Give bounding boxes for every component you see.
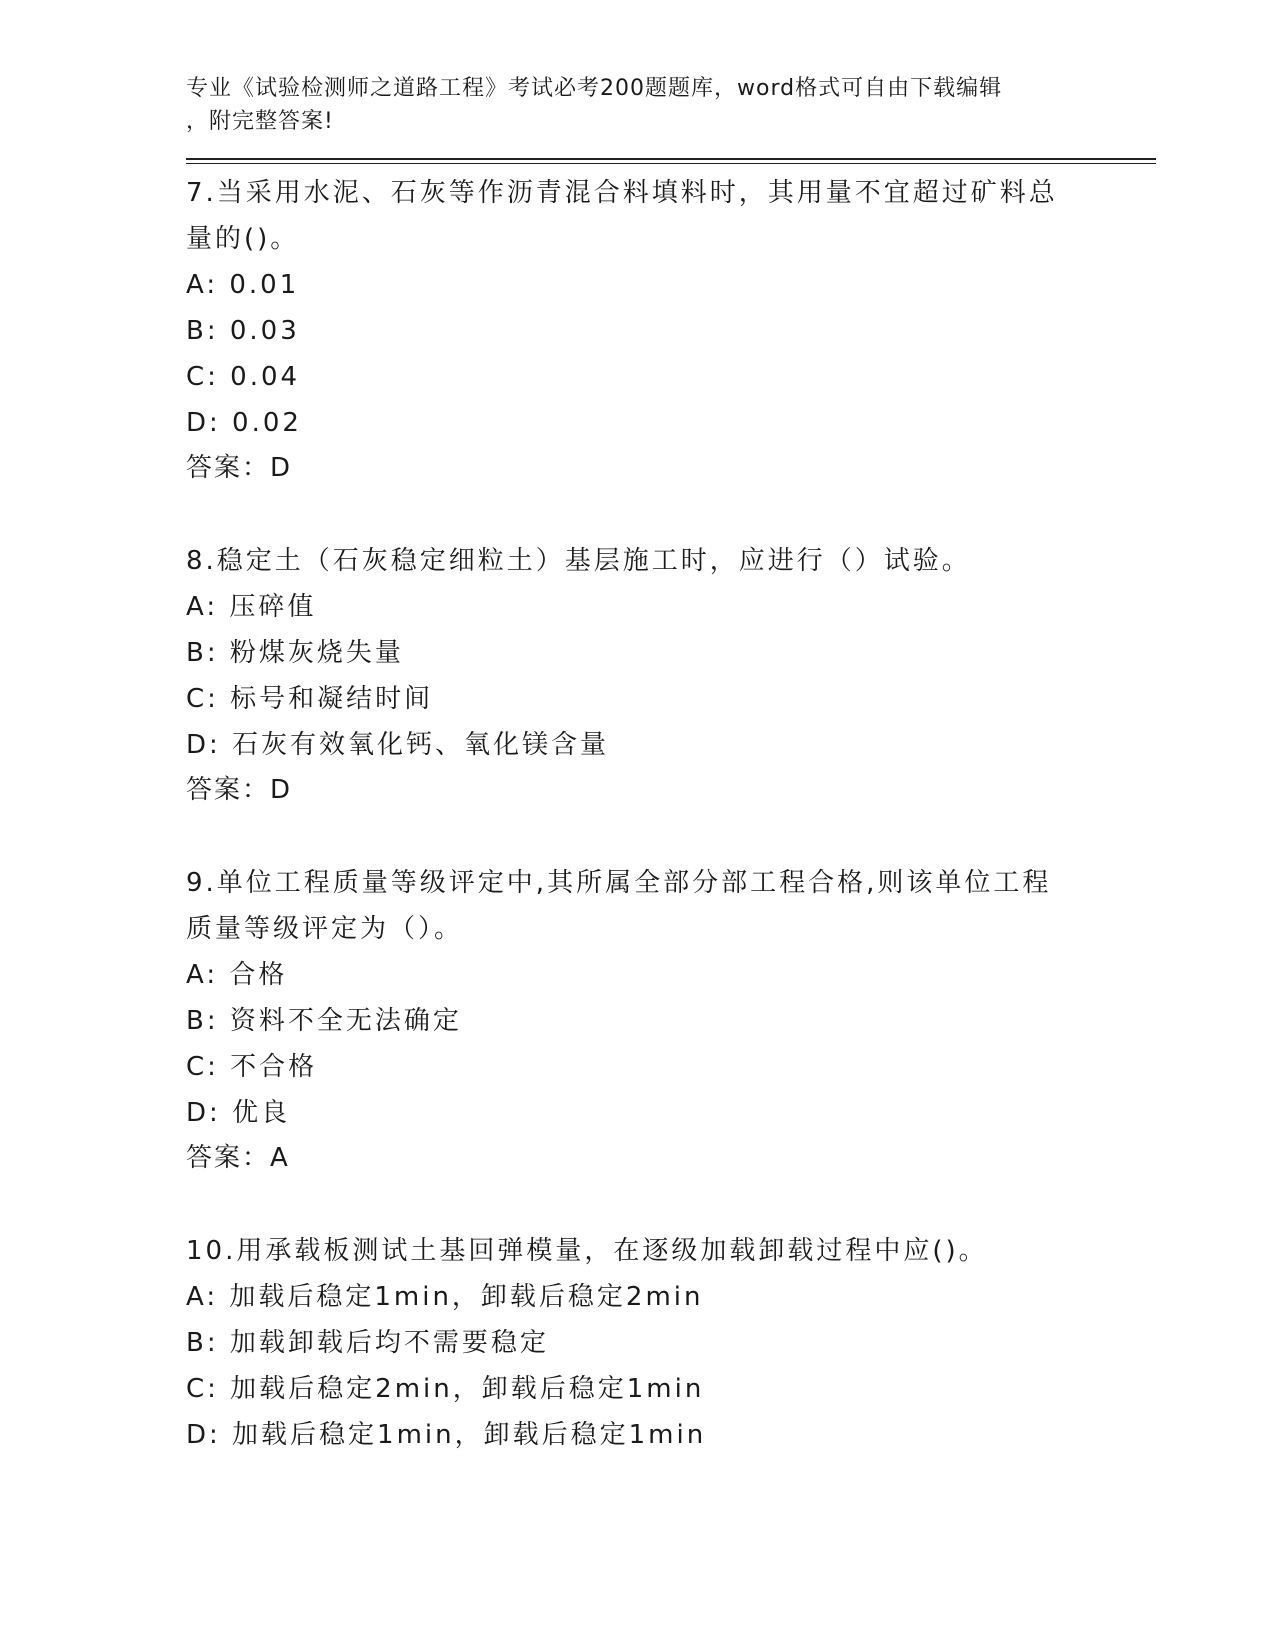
- option-a: A: 压碎值: [186, 592, 317, 622]
- option-b: B: 粉煤灰烧失量: [186, 638, 404, 668]
- header-line-1: 专业《试验检测师之道路工程》考试必考200题题库，word格式可自由下载编辑: [186, 76, 1003, 101]
- option-a: A: 加载后稳定1min，卸载后稳定2min: [186, 1282, 704, 1312]
- answer: 答案：D: [186, 775, 293, 805]
- option-c: C: 0.04: [186, 362, 301, 392]
- answer: 答案：A: [186, 1143, 290, 1173]
- option-c: C: 不合格: [186, 1052, 318, 1082]
- document-page: [186, 72, 1156, 1458]
- answer: 答案：D: [186, 453, 293, 483]
- question-9: [186, 860, 1156, 1180]
- option-d: D: 加载后稳定1min，卸载后稳定1min: [186, 1420, 707, 1450]
- option-d: D: 优良: [186, 1098, 291, 1128]
- question-7: [186, 170, 1156, 490]
- question-10: [186, 1228, 1156, 1458]
- option-a: A: 合格: [186, 960, 288, 990]
- option-d: D: 石灰有效氧化钙、氧化镁含量: [186, 730, 610, 760]
- question-stem: 10.用承载板测试土基回弹模量，在逐级加载卸载过程中应()。: [186, 1236, 988, 1266]
- header-divider: [186, 158, 1156, 164]
- question-8: [186, 538, 1156, 812]
- option-c: C: 标号和凝结时间: [186, 684, 434, 714]
- option-d: D: 0.02: [186, 408, 302, 438]
- option-b: B: 资料不全无法确定: [186, 1006, 462, 1036]
- question-stem: 8.稳定土（石灰稳定细粒土）基层施工时，应进行（）试验。: [186, 546, 971, 576]
- question-stem: 7.当采用水泥、石灰等作沥青混合料填料时，其用量不宜超过矿料总量的()。: [186, 178, 1058, 254]
- question-stem: 9.单位工程质量等级评定中,其所属全部分部工程合格,则该单位工程质量等级评定为（）。: [186, 868, 1052, 944]
- option-b: B: 0.03: [186, 316, 300, 346]
- header-line-2: ，附完整答案!: [186, 109, 334, 134]
- option-b: B: 加载卸载后均不需要稳定: [186, 1328, 549, 1358]
- document-header: [186, 72, 1066, 138]
- option-a: A: 0.01: [186, 270, 300, 300]
- option-c: C: 加载后稳定2min，卸载后稳定1min: [186, 1374, 705, 1404]
